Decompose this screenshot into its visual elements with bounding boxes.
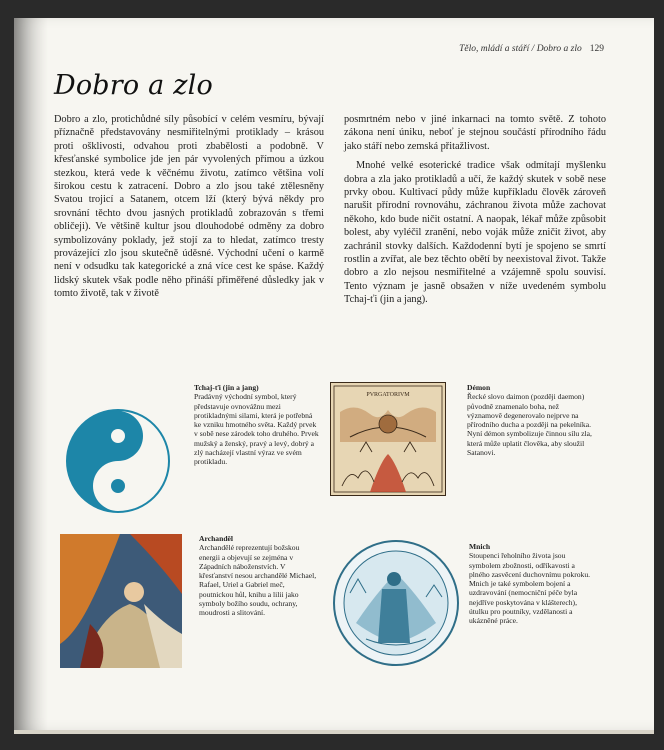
caption-text: Archandělé reprezentují božskou energii a objevují se zejména v Západních náboženstvích. V křesťanství nesou archandělé Michael, Rafael, Uriel a Gabriel meč, poutnickou hůl, knihu a lilii jako symboly božího soudu, ochrany, moudrosti a slitování. xyxy=(199,543,317,618)
caption-monk xyxy=(469,542,596,626)
caption-title: Démon xyxy=(467,383,491,392)
running-head xyxy=(459,44,604,54)
caption-demon xyxy=(467,383,592,457)
monk-illustration xyxy=(332,539,460,667)
body-column-right xyxy=(344,113,606,313)
caption-text: Pradávný východní symbol, který představuje ovnovážnu mezi protikladnými silami, která je potřebná ke vzniku hmotného světa. Každý prvek v sobě nese zárodek toho druhého. Prvek mužský a ženský, pravý a levý, dobrý a zlý nacházejí vlastní výraz ve svém protikladu. xyxy=(194,392,319,467)
caption-title: Tchaj-ťi (jin a jang) xyxy=(194,383,259,392)
caption-archangel xyxy=(199,534,319,618)
page-number: 129 xyxy=(589,44,604,54)
running-head-text: Tělo, mládí a stáří / Dobro a zlo xyxy=(459,44,582,54)
page-title: Dobro a zlo xyxy=(54,70,213,101)
archangel-illustration xyxy=(60,534,182,668)
page-edge xyxy=(14,730,654,734)
caption-text: Řecké slovo daimon (později daemon) původně znamenalo boha, než významově degenerovalo nejprve na přírodního ducha a později na pekelníka. Nyní démon symbolizuje činnou sílu zla, která může uplatit člověka, aby sloužil Satanovi. xyxy=(467,392,592,458)
caption-title: Archanděl xyxy=(199,534,234,543)
svg-text:PVRGATORIVM: PVRGATORIVM xyxy=(366,392,410,398)
caption-text: Stoupenci řeholního života jsou symbolem zbožnosti, odříkavosti a plného zasvěcení duchovnímu pokroku. Mnich je také symbolem bojení a uzdravování (nemocniční péče byla nejdříve poskytována v klášterech), útulku pro poutníky, vzdělanosti a ukázněné práce. xyxy=(469,551,591,626)
body-paragraph: Dobro a zlo, protichůdné síly působící v celém vesmíru, bývají příznačně představovány nesmiřitelnými protiklady – krásou proti ošklivosti, odvahou proti zbabělosti a podobně. V křesťanské symbolice jde jen pár vyvolených přímou a úzkou stezkou, která vede k věčnému životu, zatímco většina volí širokou cestu k zatracení. Dobro a zlo jsou také ztělesněny Svatou trojicí a Satanem, otcem lží (který bývá někdy pro srovnání těchto dvou jasných protikladů zobrazován s třemi obličeji). Ve většině kultur jsou dlouhodobé odměny za dobro symbolizovány poklady, jež stojí za to hledat, zatímco tresty provázející zlo jsou skutečně úděsné. Východní učení o karmě není v odsudku tak kategorické a zná více cest ke spáse. Každý lidský skutek však podle něho přináší přiměřené důsledky jak v tomto životě, tak v životě xyxy=(54,114,324,300)
taiji-illustration xyxy=(62,406,174,516)
body-paragraph: posmrtném nebo v jiné inkarnaci na tomto světě. Z tohoto zákona není úniku, neboť je stejnou součástí přírodního řádu jako stáří nebo zemská přitažlivost. xyxy=(344,114,606,152)
caption-title: Mnich xyxy=(469,542,491,551)
binding-shadow xyxy=(14,18,48,730)
caption-taiji xyxy=(194,383,319,467)
body-paragraph: Mnohé velké esoterické tradice však odmítají myšlenku dobra a zla jako protikladů a učí, že každý skutek v sobě nese prvky obou. Kultivací půdy může kupříkladu člověk zároveň narušit přírodní rovnováhu, záchranou života může zachovat někoho, kdo bude ničit ostatní. A naopak, lékař může způsobit bolest, aby vyléčil zranění, nebo voják může zničit život, aby zachránil stovky dalších. Každodenní bytí je spojeno se smrtí rostlin a zvířat, ale bez těchto obětí by neexistoval život. Takže dobro a zlo nejsou nesmiřitelné a vzájemně spolu souvisí. Tento význam je jasně obsažen v níže uvedeném symbolu Tchaj-ťi (jin a jang). xyxy=(344,160,606,306)
body-column-left xyxy=(54,113,324,307)
book-page xyxy=(14,18,654,730)
demon-illustration xyxy=(330,382,446,496)
